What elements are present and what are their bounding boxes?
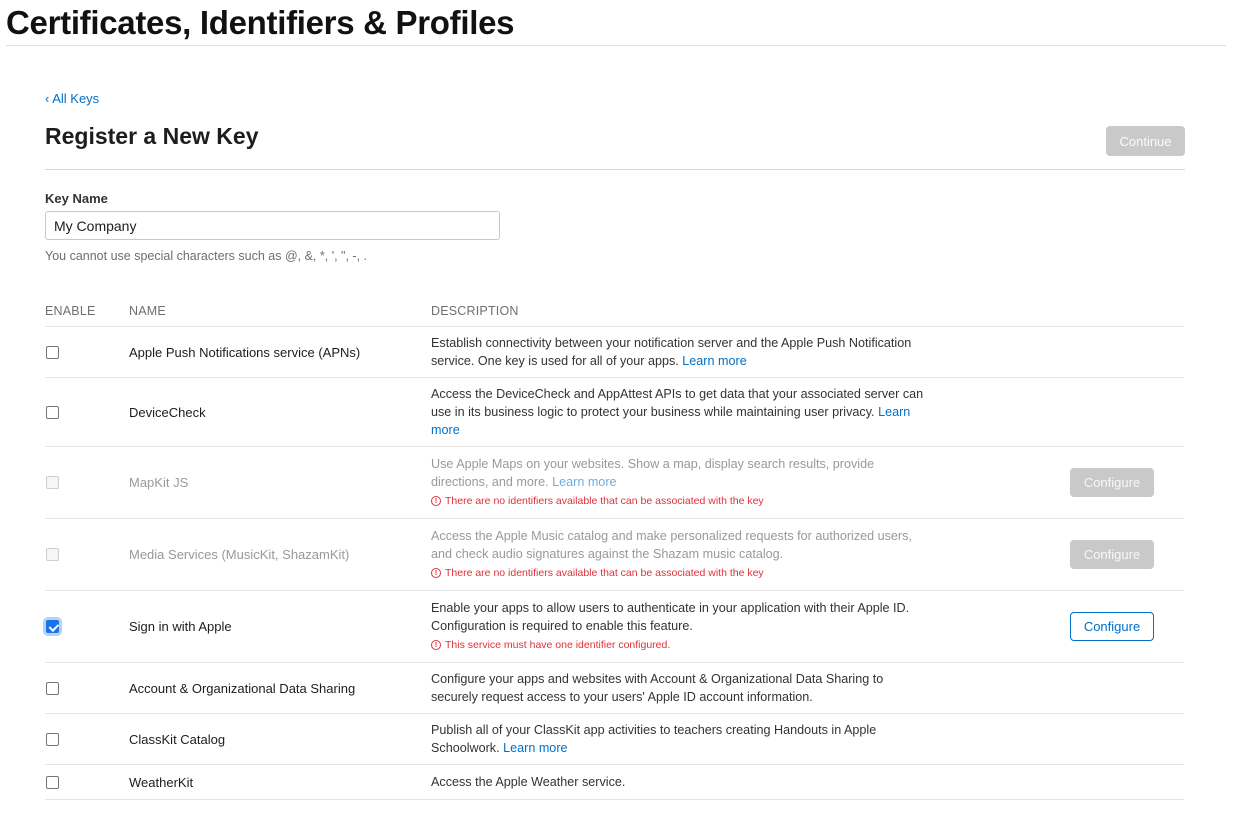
section-divider <box>45 169 1185 170</box>
header-enable: ENABLE <box>45 304 96 318</box>
weatherkit-checkbox[interactable] <box>46 776 59 789</box>
all-keys-back-link[interactable]: ‹ All Keys <box>45 91 100 106</box>
devicecheck-checkbox[interactable] <box>46 406 59 419</box>
warning-message: ! This service must have one identifier configured. <box>431 636 927 654</box>
table-header <box>45 296 1184 327</box>
apns-checkbox[interactable] <box>46 346 59 359</box>
mapkit-js-checkbox[interactable] <box>46 476 59 489</box>
continue-button[interactable]: Continue <box>1106 126 1185 156</box>
key-name-label: Key Name <box>45 191 108 206</box>
section-title: Register a New Key <box>45 123 259 149</box>
service-name: Account & Organizational Data Sharing <box>129 680 356 696</box>
warning-circle-icon: ! <box>431 640 441 650</box>
service-row-devicecheck <box>45 378 1184 447</box>
service-description: Configure your apps and websites with Account & Organizational Data Sharing to securely request access to your users' Apple ID account information. <box>431 672 884 704</box>
service-row-account-org-data-sharing <box>45 663 1184 714</box>
media-services-configure-button[interactable]: Configure <box>1070 540 1154 569</box>
classkit-catalog-checkbox[interactable] <box>46 733 59 746</box>
learn-more-link[interactable]: Learn more <box>503 741 568 755</box>
sign-in-with-apple-checkbox[interactable] <box>46 620 59 633</box>
learn-more-link[interactable]: Learn more <box>431 405 911 437</box>
service-row-classkit-catalog <box>45 714 1184 765</box>
service-description: Access the Apple Weather service. <box>431 775 626 789</box>
service-name: Apple Push Notifications service (APNs) <box>129 344 361 360</box>
service-description: Use Apple Maps on your websites. Show a map, display search results, provide directions, and more. Learn more ! There are no identifiers available that can be associated with the key <box>431 455 931 510</box>
service-row-apns <box>45 327 1184 378</box>
warning-message: ! There are no identifiers available that can be associated with the key <box>431 564 927 582</box>
service-row-sign-in-with-apple <box>45 591 1184 663</box>
header-divider <box>6 45 1226 46</box>
service-description: Establish connectivity between your notification server and the Apple Push Notification service. One key is used for all of your apps. Learn more <box>431 336 912 368</box>
service-name: Sign in with Apple <box>129 619 232 634</box>
mapkit-js-configure-button[interactable]: Configure <box>1070 468 1154 497</box>
service-description: Enable your apps to allow users to authenticate in your application with their Apple ID. Configuration is required to enable this feature. ! This service must have one identifier configured. <box>431 599 931 654</box>
learn-more-link[interactable]: Learn more <box>682 354 747 368</box>
key-name-input[interactable] <box>45 211 500 240</box>
service-name: MapKit JS <box>129 475 189 490</box>
service-name: WeatherKit <box>129 774 194 790</box>
warning-message: ! There are no identifiers available that can be associated with the key <box>431 492 927 510</box>
services-table <box>45 296 1184 800</box>
service-name: DeviceCheck <box>129 404 206 420</box>
sign-in-with-apple-configure-button[interactable]: Configure <box>1070 612 1154 641</box>
warning-circle-icon: ! <box>431 496 441 506</box>
service-row-mapkit-js <box>45 447 1184 519</box>
service-name: Media Services (MusicKit, ShazamKit) <box>129 547 350 562</box>
account-org-data-sharing-checkbox[interactable] <box>46 682 59 695</box>
warning-circle-icon: ! <box>431 568 441 578</box>
media-services-checkbox[interactable] <box>46 548 59 561</box>
service-name: ClassKit Catalog <box>129 731 226 747</box>
key-name-hint: You cannot use special characters such as @, &, *, ', ", -, . <box>45 249 367 263</box>
header-description: DESCRIPTION <box>431 304 519 318</box>
service-description: Publish all of your ClassKit app activities to teachers creating Handouts in Apple Schoolwork. Learn more <box>431 723 877 755</box>
service-row-weatherkit <box>45 765 1184 800</box>
learn-more-link[interactable]: Learn more <box>552 475 617 489</box>
service-description: Access the DeviceCheck and AppAttest APIs to get data that your associated server can use in its business logic to protect your business while maintaining user privacy. Learn more <box>431 387 924 437</box>
header-name: NAME <box>129 304 166 318</box>
page-title: Certificates, Identifiers & Profiles <box>6 4 515 41</box>
service-row-media-services <box>45 519 1184 591</box>
service-description: Access the Apple Music catalog and make personalized requests for authorized users, and check audio signatures against the Shazam music catalog. ! There are no identifiers available that can be associated with the key <box>431 527 931 582</box>
